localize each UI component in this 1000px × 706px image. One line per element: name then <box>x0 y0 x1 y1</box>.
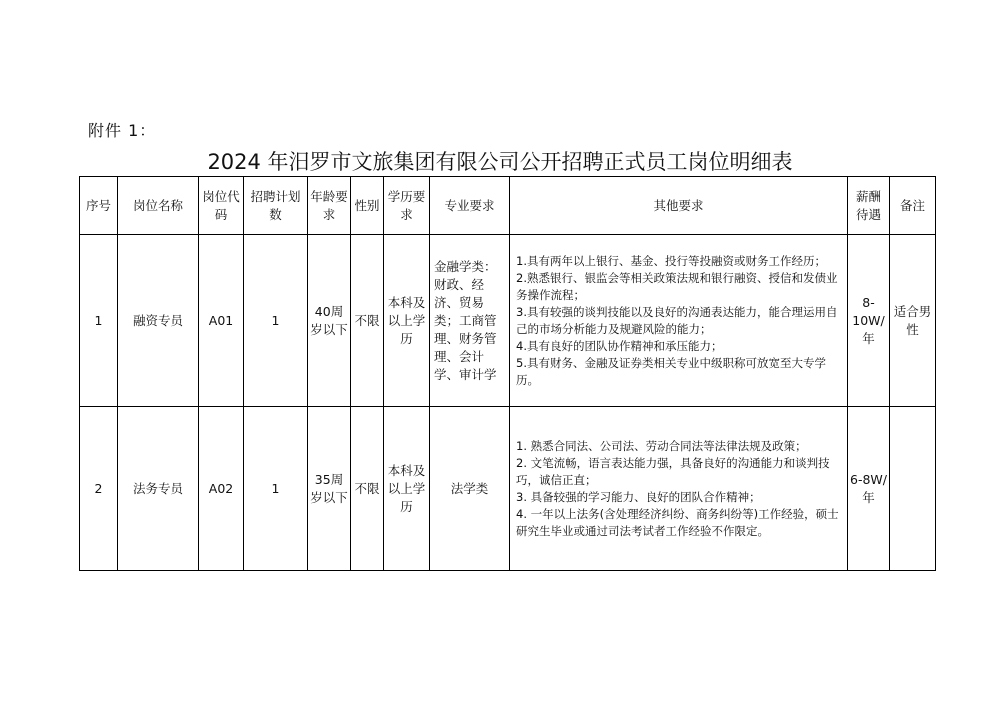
cell-remarks <box>890 407 936 571</box>
cell-seq: 2 <box>80 407 118 571</box>
cell-position-name: 法务专员 <box>118 407 199 571</box>
cell-gender: 不限 <box>351 407 384 571</box>
header-position-name: 岗位名称 <box>118 177 199 235</box>
header-plan-count: 招聘计划数 <box>244 177 308 235</box>
requirement-line: 4.具有良好的团队协作精神和承压能力； <box>516 338 723 353</box>
cell-plan-count: 1 <box>244 235 308 407</box>
cell-position-code: A01 <box>199 235 244 407</box>
requirement-line: 1.具有两年以上银行、基金、投行等投融资或财务工作经历； <box>516 253 826 268</box>
cell-other <box>510 407 848 571</box>
cell-gender: 不限 <box>351 235 384 407</box>
header-major: 专业要求 <box>430 177 510 235</box>
header-other: 其他要求 <box>510 177 848 235</box>
table-row <box>80 235 936 407</box>
requirement-line: 5.具有财务、金融及证券类相关专业中级职称可放宽至大专学历。 <box>516 355 826 387</box>
cell-salary: 6-8W/年 <box>848 407 890 571</box>
cell-plan-count: 1 <box>244 407 308 571</box>
cell-education: 本科及以上学历 <box>384 235 430 407</box>
requirement-line: 3.具有较强的谈判技能以及良好的沟通表达能力，能合理运用自己的市场分析能力及规避风险的能力； <box>516 304 838 336</box>
header-position-code: 岗位代码 <box>199 177 244 235</box>
attachment-label: 附件 1： <box>88 121 157 140</box>
cell-major: 法学类 <box>430 407 510 571</box>
cell-major: 金融学类：财政、经济、贸易类；工商管理、财务管理、会计学、审计学 <box>430 235 510 407</box>
cell-remarks: 适合男性 <box>890 235 936 407</box>
requirement-line: 2.熟悉银行、银监会等相关政策法规和银行融资、授信和发债业务操作流程； <box>516 270 838 302</box>
cell-education: 本科及以上学历 <box>384 407 430 571</box>
cell-position-code: A02 <box>199 407 244 571</box>
cell-age: 35周岁以下 <box>308 407 351 571</box>
header-gender: 性别 <box>351 177 384 235</box>
cell-seq: 1 <box>80 235 118 407</box>
positions-table <box>79 176 936 571</box>
header-seq: 序号 <box>80 177 118 235</box>
page-title: 2024 年汨罗市文旅集团有限公司公开招聘正式员工岗位明细表 <box>207 150 793 174</box>
requirement-line: 3. 具备较强的学习能力、良好的团队合作精神； <box>516 489 761 504</box>
header-education: 学历要求 <box>384 177 430 235</box>
cell-position-name: 融资专员 <box>118 235 199 407</box>
header-age: 年龄要求 <box>308 177 351 235</box>
cell-other <box>510 235 848 407</box>
requirement-line: 1. 熟悉合同法、公司法、劳动合同法等法律法规及政策； <box>516 438 807 453</box>
header-row <box>80 177 936 235</box>
header-salary: 薪酬待遇 <box>848 177 890 235</box>
cell-salary: 8-10W/年 <box>848 235 890 407</box>
requirement-line: 4. 一年以上法务(含处理经济纠纷、商务纠纷等)工作经验，硕士研究生毕业或通过司法考试者工作经验不作限定。 <box>516 506 839 538</box>
table-row <box>80 407 936 571</box>
cell-age: 40周岁以下 <box>308 235 351 407</box>
header-remarks: 备注 <box>890 177 936 235</box>
requirement-line: 2. 文笔流畅，语言表达能力强，具备良好的沟通能力和谈判技巧，诚信正直； <box>516 455 830 487</box>
